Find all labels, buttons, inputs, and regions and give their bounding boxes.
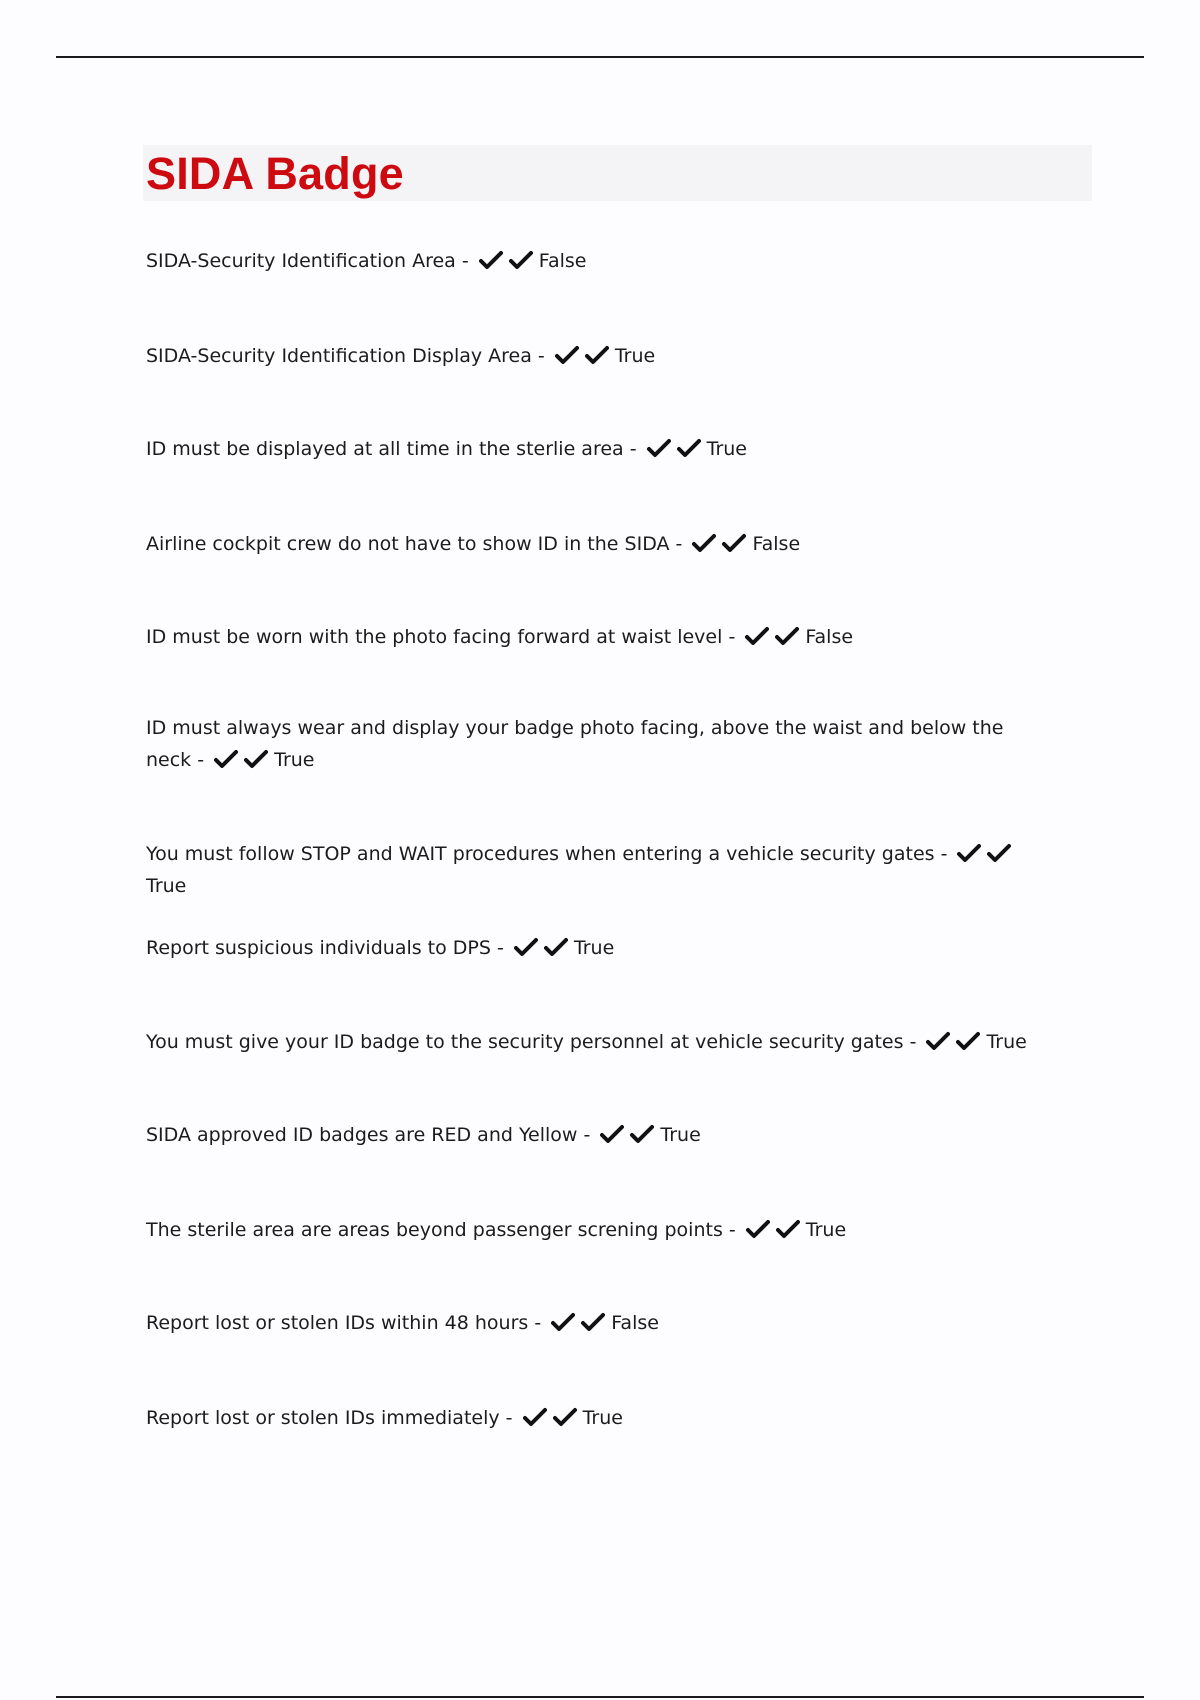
question-text: ID must be displayed at all time in the sterlie area (146, 438, 624, 460)
checkmark-icon (600, 1124, 624, 1144)
list-item (146, 712, 1046, 776)
separator: - (505, 1407, 513, 1429)
question-text: You must give your ID badge to the security personnel at vehicle security gates (146, 1031, 904, 1053)
question-text: SIDA-Security Identification Display Area (146, 345, 532, 367)
top-rule (56, 56, 1144, 58)
separator: - (534, 1312, 542, 1334)
answer-text: False (538, 250, 587, 272)
checkmark-icon (692, 533, 716, 553)
checkmark-icon (722, 533, 746, 553)
question-text: Airline cockpit crew do not have to show ID in the SIDA (146, 533, 670, 555)
list-item (146, 1402, 1046, 1434)
checkmark-icon (551, 1312, 575, 1332)
list-item (146, 1214, 1046, 1246)
answer-text: True (614, 345, 656, 367)
list-item (146, 621, 1046, 653)
answer-text: True (146, 875, 187, 897)
page-title: SIDA Badge (146, 148, 404, 199)
list-item (146, 245, 1046, 277)
checkmark-icon (214, 749, 238, 769)
checkmark-icon (987, 843, 1011, 863)
checkmark-icon (775, 626, 799, 646)
list-item (146, 1119, 1046, 1151)
checkmark-icon (581, 1312, 605, 1332)
checkmark-icon (509, 250, 533, 270)
question-text: ID must always wear and display your badge photo facing, above the waist and below the neck (146, 717, 1004, 771)
separator: - (537, 345, 545, 367)
separator: - (675, 533, 683, 555)
checkmark-icon (523, 1407, 547, 1427)
list-item (146, 932, 1046, 964)
separator: - (583, 1124, 591, 1146)
checkmark-icon (555, 345, 579, 365)
checkmark-icon (514, 937, 538, 957)
answer-text: False (805, 626, 854, 648)
list-item (146, 528, 1046, 560)
separator: - (629, 438, 637, 460)
answer-text: True (573, 937, 615, 959)
question-text: You must follow STOP and WAIT procedures when entering a vehicle security gates (146, 843, 935, 865)
question-text: The sterile area are areas beyond passenger screning points (146, 1219, 723, 1241)
list-item (146, 433, 1046, 465)
separator: - (728, 1219, 736, 1241)
answer-text: True (582, 1407, 623, 1429)
question-text: SIDA-Security Identification Area (146, 250, 456, 272)
separator: - (940, 843, 948, 865)
checkmark-icon (677, 438, 701, 458)
list-item (146, 1026, 1046, 1058)
answer-text: False (611, 1312, 659, 1334)
separator: - (728, 626, 736, 648)
question-text: ID must be worn with the photo facing forward at waist level (146, 626, 723, 648)
checkmark-icon (585, 345, 609, 365)
question-text: SIDA approved ID badges are RED and Yellow (146, 1124, 578, 1146)
checkmark-icon (746, 1219, 770, 1239)
checkmark-icon (553, 1407, 577, 1427)
answer-text: True (660, 1124, 701, 1146)
checkmark-icon (647, 438, 671, 458)
checkmark-icon (745, 626, 769, 646)
separator: - (497, 937, 504, 959)
answer-text: False (752, 533, 801, 555)
answer-text: True (274, 749, 315, 771)
checkmark-icon (776, 1219, 800, 1239)
question-text: Report suspicious individuals to DPS (146, 937, 491, 959)
answer-text: True (706, 438, 747, 460)
list-item (146, 340, 1046, 372)
separator: - (461, 250, 469, 272)
bottom-rule (56, 1696, 1144, 1698)
list-item (146, 1307, 1046, 1339)
checkmark-icon (956, 1031, 980, 1051)
separator: - (909, 1031, 917, 1053)
checkmark-icon (479, 250, 503, 270)
checkmark-icon (244, 749, 268, 769)
checkmark-icon (630, 1124, 654, 1144)
checkmark-icon (957, 843, 981, 863)
list-item (146, 838, 1046, 902)
separator: - (197, 749, 205, 771)
checkmark-icon (926, 1031, 950, 1051)
answer-text: True (986, 1031, 1027, 1053)
answer-text: True (805, 1219, 847, 1241)
question-text: Report lost or stolen IDs immediately (146, 1407, 500, 1429)
checkmark-icon (544, 937, 568, 957)
question-text: Report lost or stolen IDs within 48 hours (146, 1312, 529, 1334)
